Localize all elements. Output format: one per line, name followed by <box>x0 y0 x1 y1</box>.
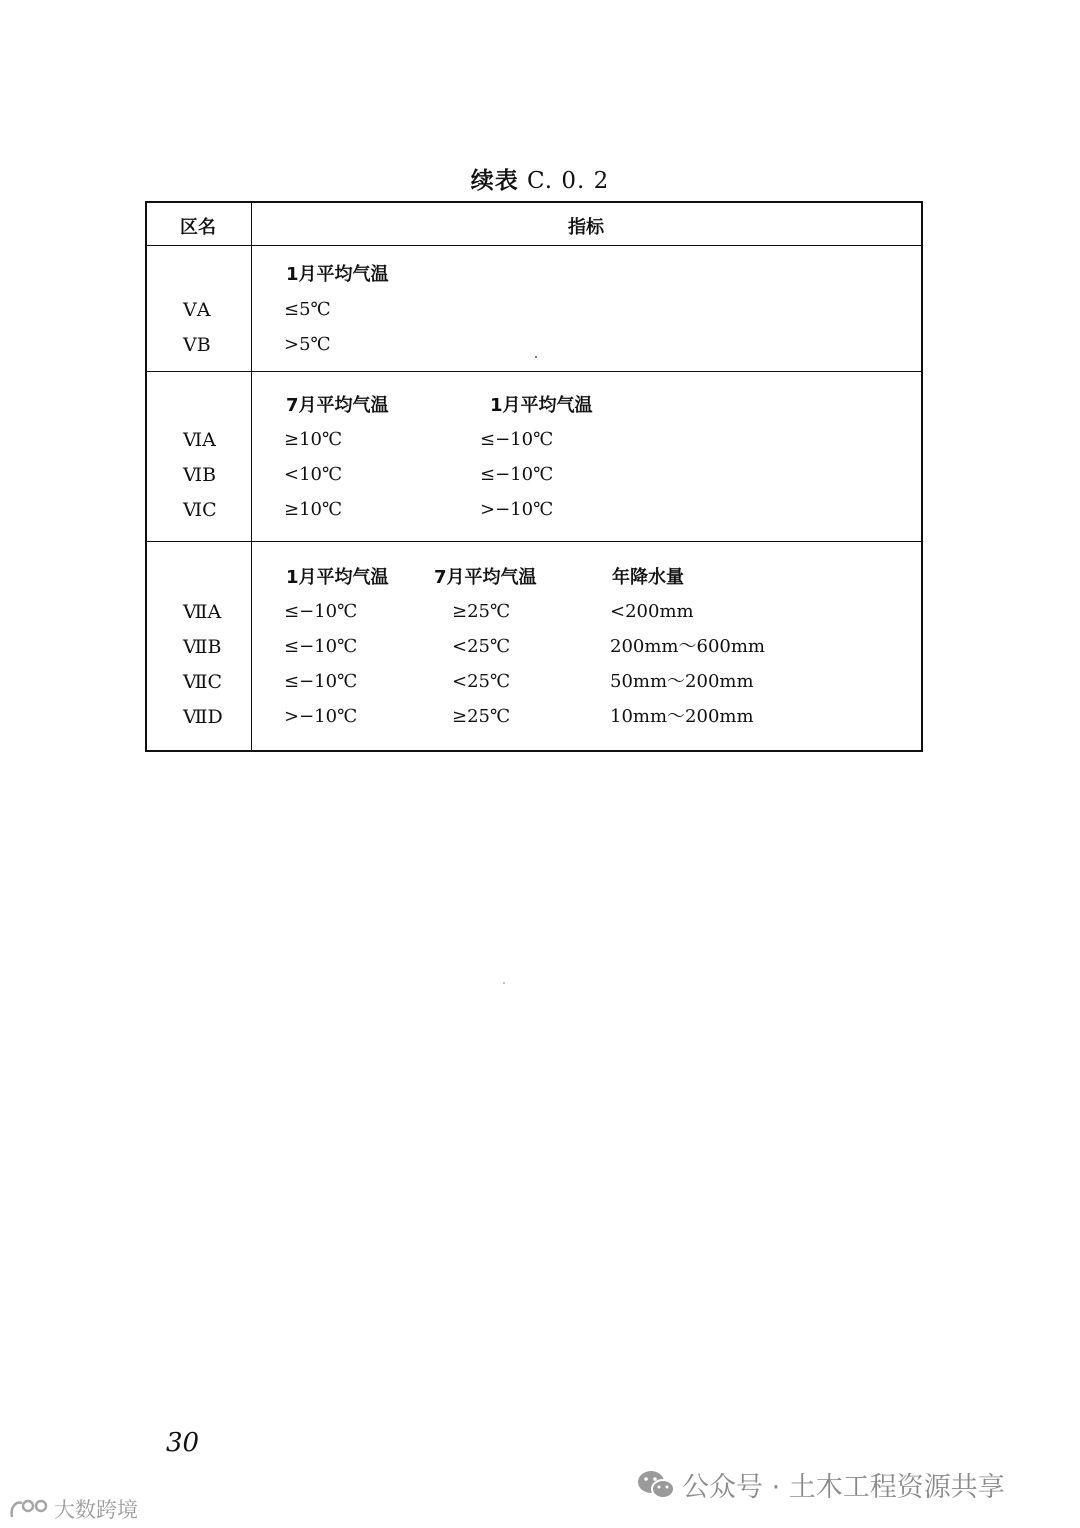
column-divider <box>251 203 252 750</box>
group1-label-1: 1月平均气温 <box>286 264 389 285</box>
zone-label: ⅥC <box>183 499 217 521</box>
group3-label-2: 7月平均气温 <box>434 567 537 588</box>
zone-label: ⅦA <box>183 601 222 623</box>
group3-label-1: 1月平均气温 <box>286 567 389 588</box>
scan-speck <box>503 982 505 984</box>
zone-label: ⅥA <box>183 429 216 451</box>
table-cell: 10mm～200mm <box>610 706 754 727</box>
group-divider-1 <box>147 371 921 372</box>
header-divider <box>147 245 921 246</box>
zone-label: ⅥB <box>183 464 217 486</box>
watermark-left-text: 大数跨境 <box>54 1498 138 1522</box>
table-cell: ≤−10℃ <box>284 671 358 692</box>
table-cell: >5℃ <box>284 334 331 355</box>
brand-logo-icon <box>8 1497 50 1526</box>
group-divider-2 <box>147 541 921 542</box>
watermark-wechat <box>636 1465 1005 1509</box>
table-cell: ≥10℃ <box>284 429 343 450</box>
watermark-right-text: 公众号 · 土木工程资源共享 <box>682 1472 1005 1503</box>
climate-zone-table <box>145 201 923 752</box>
header-indicator: 指标 <box>568 217 604 238</box>
zone-label: ⅦD <box>183 706 223 728</box>
table-cell: <25℃ <box>452 636 511 657</box>
table-cell: ≤5℃ <box>284 299 331 320</box>
zone-label: ⅤA <box>183 299 211 321</box>
table-cell: ≤−10℃ <box>284 636 358 657</box>
table-cell: ≤−10℃ <box>480 464 554 485</box>
table-cell: <25℃ <box>452 671 511 692</box>
caption-code: C. 0. 2 <box>527 168 610 194</box>
group3-label-3: 年降水量 <box>612 567 684 588</box>
group2-label-1: 7月平均气温 <box>286 395 389 416</box>
table-cell: ≥25℃ <box>452 601 511 622</box>
table-cell: 200mm～600mm <box>610 636 765 657</box>
table-cell: >−10℃ <box>284 706 358 727</box>
page-number: 30 <box>166 1428 200 1458</box>
table-cell: <10℃ <box>284 464 343 485</box>
table-cell: 50mm～200mm <box>610 671 754 692</box>
table-cell: ≥25℃ <box>452 706 511 727</box>
table-caption <box>0 162 1080 195</box>
group2-label-2: 1月平均气温 <box>490 395 593 416</box>
wechat-icon <box>636 1468 676 1509</box>
table-cell: <200mm <box>610 601 694 622</box>
header-zone: 区名 <box>180 217 216 238</box>
zone-label: ⅦC <box>183 671 223 693</box>
table-cell: >−10℃ <box>480 499 554 520</box>
zone-label: ⅤB <box>183 334 211 356</box>
caption-prefix: 续表 <box>470 168 519 194</box>
table-cell: ≤−10℃ <box>284 601 358 622</box>
watermark-brand <box>8 1494 138 1526</box>
table-cell: ≥10℃ <box>284 499 343 520</box>
table-cell: ≤−10℃ <box>480 429 554 450</box>
scan-speck <box>535 356 537 358</box>
zone-label: ⅦB <box>183 636 222 658</box>
